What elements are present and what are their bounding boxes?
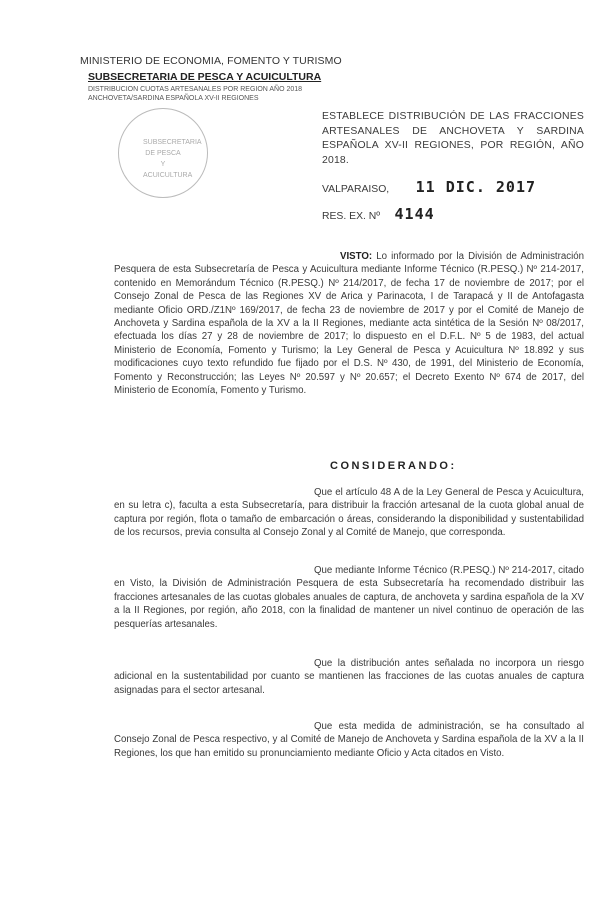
visto-text: Lo informado por la División de Administración Pesquera de esta Subsecretaría de Pesca y Acuicultura mediante Informe Técnico (R.PESQ.) Nº 214-2017, contenido en Memorándum Técnico (R.PESQ.) Nº 214/2017, de fecha 17 de noviembre de 2017; por el Consejo Zonal de Pesca de las Regiones XV de Arica y Parinacota, I de Tarapacá y II de Antofagasta mediante Oficio ORD./Z1Nº 169/2017, de fecha 23 de noviembre de 2017 y por el Comité de Manejo de Anchoveta y Sardina española de la XV a la II Regiones, mediante acta sintética de la Sesión Nº 08/2017, efectuada los días 27 y 28 de noviembre de 2017; lo dispuesto en el D.F.L. Nº 5 de 1983, del actual Ministerio de Economía, Fomento y Turismo; la Ley General de Pesca y Acuicultura Nº 18.892 y sus modificaciones cuyo texto refundido fue fijado por el D.S. Nº 430, de 1991, del Ministerio de Economía, Fomento y Reconstrucción; las Leyes Nº 20.597 y Nº 20.657; el Decreto Exento Nº 674 de 2017, del Ministerio de Economía, Fomento y Turismo.: [114, 251, 584, 397]
reference-line-1: DISTRIBUCION CUOTAS ARTESANALES POR REGION AÑO 2018: [88, 86, 303, 93]
place-label: VALPARAISO,: [322, 184, 390, 195]
resolution-label: RES. EX. Nº: [322, 211, 381, 222]
visto-label: VISTO:: [340, 251, 373, 262]
resolution-number: [322, 205, 435, 224]
considerando-paragraph-3: Que la distribución antes señalada no incorpora un riesgo adicional en la sustentabilidad por cuanto se mantienen las fracciones de las cuotas anuales de captura asignadas para el sector artesanal.: [114, 658, 584, 696]
reference-line-2: ANCHOVETA/SARDINA ESPAÑOLA XV-II REGIONES: [88, 95, 259, 102]
subsecretaria-name: SUBSECRETARIA DE PESCA Y ACUICULTURA: [88, 71, 322, 83]
official-seal-stamp: [118, 108, 208, 198]
place-date: [322, 178, 536, 197]
handwritten-resolution-number: 4144: [394, 205, 435, 223]
resolution-subject: ESTABLECE DISTRIBUCIÓN DE LAS FRACCIONES ARTESANALES DE ANCHOVETA Y SARDINA ESPAÑOLA XV-II REGIONES, POR REGIÓN, AÑO 2018.: [322, 111, 584, 166]
stamp-text: SUBSECRETARIA DE PESCA Y ACUICULTURA: [143, 139, 202, 179]
considerando-heading: CONSIDERANDO:: [330, 460, 457, 472]
handwritten-date: 11 DIC. 2017: [415, 178, 537, 196]
ministry-name: MINISTERIO DE ECONOMIA, FOMENTO Y TURISMO: [80, 55, 342, 67]
considerando-paragraph-2: Que mediante Informe Técnico (R.PESQ.) Nº 214-2017, citado en Visto, la División de Administración Pesquera de esta Subsecretaría ha recomendado distribuir las fracciones artesanales de las cuotas globales anuales de captura, de anchoveta y sardina española de la XV a la II Regiones, por región, año 2018, con la finalidad de mantener un nivel continuo de operación de las pesquerías artesanales.: [114, 565, 584, 630]
visto-paragraph: [114, 250, 584, 397]
considerando-paragraph-4: Que esta medida de administración, se ha consultado al Consejo Zonal de Pesca respectivo, y al Comité de Manejo de Anchoveta y Sardina española de la XV a la II Regiones, los que han emitido su pronunciamiento mediante Oficio y Acta citados en Visto.: [114, 721, 584, 759]
considerando-paragraph-1: Que el artículo 48 A de la Ley General de Pesca y Acuicultura, en su letra c), faculta a esta Subsecretaría, para distribuir la fracción artesanal de la cuota global anual de captura por región, flota o tamaño de embarcación o áreas, considerando la disponibilidad y sustentabilidad de los recursos, previa consulta al Consejo Zonal y al Comité de Manejo, que corresponda.: [114, 487, 584, 539]
